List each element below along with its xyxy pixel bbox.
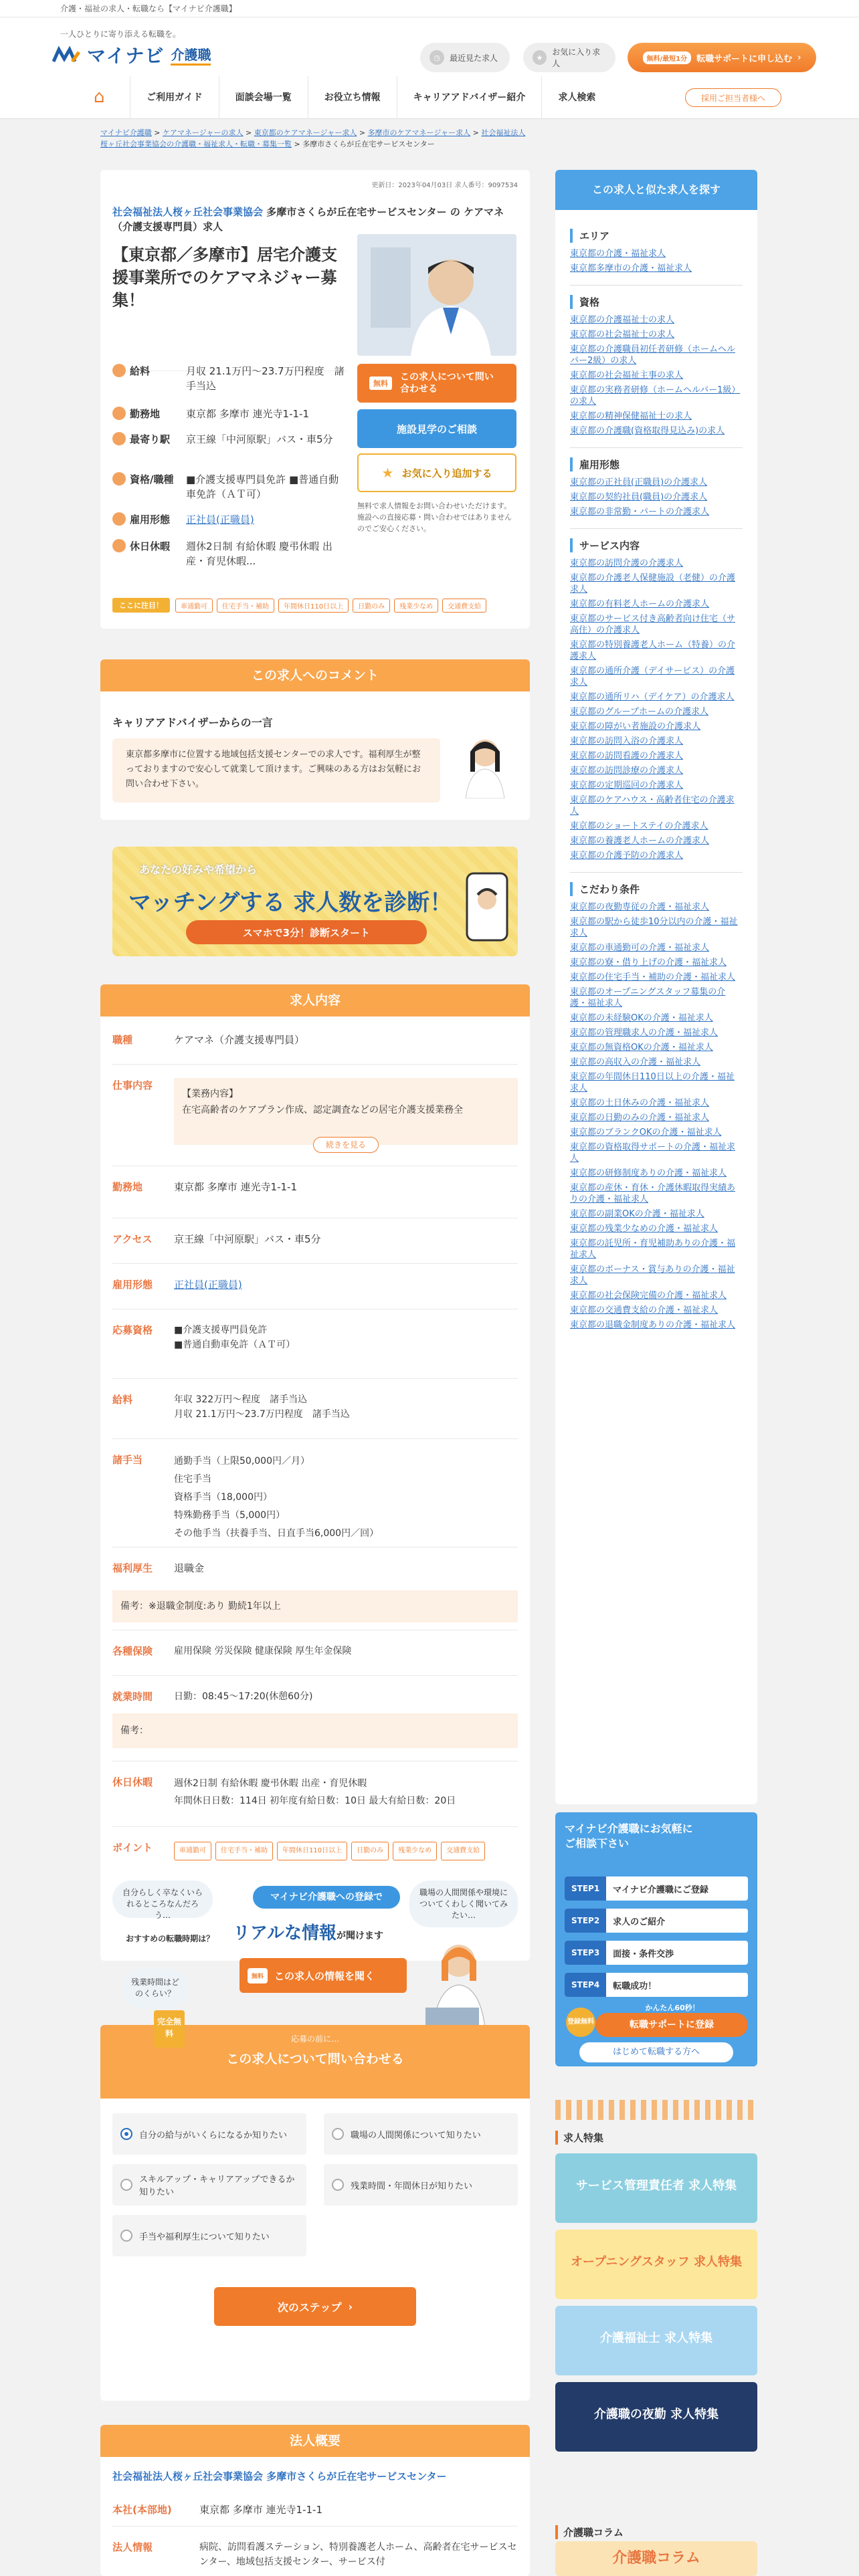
option-allowance[interactable]: 手当や福利厚生について知りたい bbox=[112, 2215, 306, 2256]
tokushu-banner[interactable]: オープニングスタッフ 求人特集 bbox=[555, 2230, 757, 2299]
comment-text: 東京都多摩市に位置する地域包括支援センターでの求人です。福利厚生が整っておりますので安心して就業して頂けます。ご興味のある方はお気軽にお問い合わせ下さい。 bbox=[112, 738, 440, 802]
side-section-title: サービス内容 bbox=[570, 538, 743, 552]
pin-icon bbox=[112, 407, 126, 420]
tags-head: ここに注目！ bbox=[112, 598, 170, 613]
site-header bbox=[0, 17, 859, 76]
speech-bubble: 自分らしく卒なくいられるところなんだろう… bbox=[112, 1881, 213, 1918]
nav-guide[interactable]: ご利用ガイド bbox=[130, 76, 219, 119]
comment-head: この求人へのコメント bbox=[100, 659, 530, 691]
train-icon bbox=[112, 432, 126, 445]
radio-icon bbox=[332, 2128, 344, 2140]
side-link[interactable]: 東京都の介護福祉士の求人 bbox=[570, 315, 675, 325]
consult-step bbox=[565, 1973, 748, 1997]
recent-jobs-label: 最近見た求人 bbox=[450, 53, 498, 63]
briefcase-icon bbox=[112, 512, 126, 526]
cta-pill: 無料/最短1分 bbox=[643, 51, 692, 64]
inquiry-note: 無料で求人情報をお問い合わせいただけます。施設への直接応募・問い合わせではありませんのでご安心ください。 bbox=[357, 502, 512, 533]
side-link[interactable]: 東京都の駅から徒歩10分以内の介護・福祉求人 bbox=[570, 917, 738, 938]
summary-value: 月収 21.1万円〜23.7万円程度 諸手当込 bbox=[186, 365, 345, 392]
step-text: マイナビ介護職にご登録 bbox=[613, 1885, 708, 1895]
employer-link[interactable]: 採用ご担当者様へ bbox=[685, 88, 781, 107]
similar-jobs-sidebar bbox=[555, 170, 757, 1804]
step-label: STEP2 bbox=[565, 1909, 606, 1933]
side-section-title: 資格 bbox=[570, 295, 743, 309]
hours-note: 備考： bbox=[112, 1713, 518, 1748]
employment-link[interactable]: 正社員(正職員) bbox=[174, 1279, 242, 1291]
detail-row: ポイント 車通勤可 住宅手当・補助 年間休日110日以上 日勤のみ 残業少なめ 交通費支給 bbox=[112, 1830, 518, 1870]
side-link[interactable]: 東京都のサービス付き高齢者向け住宅（サ高住）の介護求人 bbox=[570, 614, 736, 635]
side-link[interactable]: 東京都多摩市の介護・福祉求人 bbox=[570, 263, 692, 274]
tag: 日勤のみ bbox=[351, 1842, 389, 1860]
side-link[interactable]: 東京都の管理職求人の介護・福祉求人 bbox=[570, 1028, 719, 1038]
side-links bbox=[570, 248, 743, 274]
first-time-button[interactable]: はじめて転職する方へ bbox=[579, 2042, 733, 2062]
detail-row: 職種 ケアマネ（介護支援専門員） bbox=[112, 1022, 518, 1065]
free-badge: 無料 bbox=[369, 377, 392, 390]
facility-title: 多摩市さくらが丘在宅サービスセンター の ケアマネ（介護支援専門員）求人 bbox=[112, 206, 504, 233]
consult-step bbox=[565, 1909, 748, 1933]
breadcrumb-link[interactable]: 社会福祉法人桜ヶ丘社会事業協会の介護職・福祉求人・転職・募集一覧 bbox=[100, 128, 526, 148]
phone-character bbox=[460, 853, 514, 954]
side-link[interactable]: 東京都の精神保健福祉士の求人 bbox=[570, 411, 692, 421]
side-link[interactable]: 東京都の交通費支給の介護・福祉求人 bbox=[570, 1305, 719, 1315]
side-link[interactable]: 東京都の車通勤可の介護・福祉求人 bbox=[570, 943, 710, 953]
consult-head: マイナビ介護職にお気軽にご相談下さい bbox=[565, 1822, 693, 1850]
diag-button[interactable]: スマホで3分！診断スタート bbox=[186, 920, 427, 944]
nav-advisors[interactable]: キャリアアドバイザー紹介 bbox=[397, 76, 542, 119]
side-link[interactable]: 東京都の社会福祉士の求人 bbox=[570, 330, 675, 340]
inquiry-card bbox=[100, 2017, 530, 2401]
side-link[interactable]: 東京都の実務者研修（ホームヘルパー1級）の求人 bbox=[570, 385, 741, 407]
step-text: 面接・条件交渉 bbox=[613, 1949, 674, 1959]
promo-main: リアルな情報が聞けます bbox=[233, 1923, 383, 1943]
clock-icon: ◷ bbox=[430, 50, 444, 65]
option-overtime[interactable]: 残業時間・年間休日が知りたい bbox=[324, 2164, 518, 2206]
tagline: 一人ひとりに寄り添える転職を。 bbox=[60, 29, 181, 39]
side-link[interactable]: 東京都の介護・福祉求人 bbox=[570, 249, 666, 259]
summary-row-salary: 給料 月収 21.1万円〜23.7万円程度 諸手当込 bbox=[112, 364, 347, 393]
side-link[interactable]: 東京都の研修制度ありの介護・福祉求人 bbox=[570, 1168, 727, 1178]
breadcrumb-link[interactable]: 東京都のケアマネージャー求人 bbox=[254, 128, 357, 137]
consult-step bbox=[565, 1876, 748, 1901]
breadcrumb-link[interactable]: ケアマネージャーの求人 bbox=[163, 128, 244, 137]
side-link[interactable]: 東京都の無資格OKの介護・福祉求人 bbox=[570, 1043, 713, 1053]
side-link[interactable]: 東京都のボーナス・賞与ありの介護・福祉求人 bbox=[570, 1265, 735, 1286]
corp-head: 法人概要 bbox=[100, 2425, 530, 2457]
tag: 車通勤可 bbox=[175, 599, 213, 613]
side-link[interactable]: 東京都の産休・育休・介護休暇取得実績ありの介護・福祉求人 bbox=[570, 1183, 736, 1204]
side-link[interactable]: 東京都の特別養護老人ホーム（特養）の介護求人 bbox=[570, 640, 736, 661]
option-salary[interactable]: 自分の給与がいくらになるか知りたい bbox=[112, 2113, 306, 2155]
breadcrumb-link[interactable]: マイナビ介護職 bbox=[100, 128, 152, 137]
comment-card bbox=[100, 659, 530, 820]
nav-tips[interactable]: お役立ち情報 bbox=[308, 76, 397, 119]
job-meta: 更新日：2023年04月03日 求人番号：9097534 bbox=[371, 182, 518, 189]
side-link[interactable]: 東京都の契約社員(職員)の介護求人 bbox=[570, 492, 708, 502]
step-text: 求人のご紹介 bbox=[613, 1917, 666, 1927]
favorite-jobs-button[interactable] bbox=[523, 43, 615, 72]
side-links bbox=[570, 477, 743, 518]
side-link[interactable]: 東京都の介護予防の介護求人 bbox=[570, 851, 684, 861]
home-icon[interactable]: ⌂ bbox=[94, 87, 105, 107]
breadcrumb: マイナビ介護職 > ケアマネージャーの求人 > 東京都のケアマネージャー求人 > 多摩市のケアマネージャー求人 > 社会福祉法人桜ヶ丘社会事業協会の介護職・福祉求人・転職・募集一覧 > 多摩市さくらが丘在宅サービスセンター bbox=[100, 128, 526, 148]
side-link[interactable]: 東京都の日勤のみの介護・福祉求人 bbox=[570, 1113, 710, 1123]
side-link[interactable]: 東京都の定期巡回の介護求人 bbox=[570, 780, 684, 790]
side-links bbox=[570, 314, 743, 437]
detail-row: 仕事内容 【業務内容】 在宅高齢者のケアプラン作成、認定調査などの居宅介護支援業務全 続きを見る bbox=[112, 1067, 518, 1166]
inquiry-label: この求人について問い合わせる bbox=[400, 372, 494, 395]
radio-icon bbox=[120, 2230, 132, 2242]
promo-badge: マイナビ介護職への登録で bbox=[253, 1886, 400, 1909]
inquiry-sub: 応募の前に… bbox=[290, 2034, 339, 2044]
license-icon bbox=[112, 472, 126, 486]
detail-row: 勤務地 東京都 多摩市 連光寺1-1-1 bbox=[112, 1169, 518, 1218]
summary-value: 週休2日制 有給休暇 慶弔休暇 出産・育児休暇... bbox=[186, 540, 332, 567]
summary-row-holidays: 休日休暇 週休2日制 有給休暇 慶弔休暇 出産・育児休暇... bbox=[112, 539, 347, 568]
side-section-title: こだわり条件 bbox=[570, 882, 743, 896]
speech-bubble: 職場の人間関係や環境についてくわしく聞いてみたい… bbox=[409, 1881, 518, 1927]
side-link[interactable]: 東京都の寮・借り上げの介護・福祉求人 bbox=[570, 958, 727, 968]
side-link[interactable]: 東京都の介護老人保健施設（老健）の介護求人 bbox=[570, 573, 736, 595]
side-link[interactable]: 東京都のブランクOKの介護・福祉求人 bbox=[570, 1128, 722, 1138]
side-link[interactable]: 東京都の高収入の介護・福祉求人 bbox=[570, 1057, 701, 1067]
chevron-right-icon: › bbox=[348, 2300, 353, 2313]
tag: 交通費支給 bbox=[442, 599, 486, 613]
ask-info-button[interactable] bbox=[240, 1958, 407, 1993]
step-text: 転職成功！ bbox=[613, 1981, 657, 1992]
side-link[interactable]: 東京都の通所リハ（デイケア）の介護求人 bbox=[570, 692, 735, 702]
consult-note: かんたん60秒！ bbox=[645, 2004, 700, 2012]
side-link[interactable]: 東京都の障がい者施設の介護求人 bbox=[570, 722, 701, 732]
radio-icon bbox=[120, 2179, 132, 2191]
side-link[interactable]: 東京都の住宅手当・補助の介護・福祉求人 bbox=[570, 972, 736, 982]
tag: 年間休日110日以上 bbox=[277, 1842, 347, 1860]
global-nav bbox=[0, 76, 859, 119]
tag: 住宅手当・補助 bbox=[215, 1842, 273, 1860]
advisor-avatar bbox=[460, 732, 510, 798]
woman-laptop-illustration bbox=[412, 1934, 506, 2034]
apply-support-button[interactable] bbox=[628, 43, 816, 72]
side-link[interactable]: 東京都の訪問診療の介護求人 bbox=[570, 766, 684, 776]
inquiry-head: この求人について問い合わせる bbox=[226, 2052, 404, 2066]
step-label: STEP3 bbox=[565, 1941, 606, 1965]
consult-step bbox=[565, 1941, 748, 1965]
side-link[interactable]: 東京都の社会保険完備の介護・福祉求人 bbox=[570, 1291, 727, 1301]
details-head: 求人内容 bbox=[100, 984, 530, 1016]
side-link[interactable]: 東京都のショートステイの介護求人 bbox=[570, 821, 708, 831]
tag: 日勤のみ bbox=[353, 599, 390, 613]
breadcrumb-link[interactable]: 多摩市のケアマネージャー求人 bbox=[367, 128, 471, 137]
tag: 年間休日110日以上 bbox=[278, 599, 349, 613]
welfare-note: 備考：※退職金制度:あり 勤続1年以上 bbox=[112, 1590, 518, 1622]
side-link[interactable]: 東京都の訪問介護の介護求人 bbox=[570, 558, 684, 568]
tag: 住宅手当・補助 bbox=[217, 599, 274, 613]
tag: 残業少なめ bbox=[393, 1842, 437, 1860]
detail-row: 雇用形態 正社員(正職員) bbox=[112, 1267, 518, 1309]
summary-row-station: 最寄り駅 京王線「中河原駅」バス・車5分 bbox=[112, 432, 347, 447]
summary-value: 東京都 多摩市 連光寺1-1-1 bbox=[186, 408, 309, 420]
staff-photo bbox=[357, 234, 516, 356]
comment-title: キャリアアドバイザーからの一言 bbox=[112, 716, 273, 729]
calendar-icon bbox=[112, 539, 126, 552]
tokushu-banner[interactable]: サービス管理責任者 求人特集 bbox=[555, 2153, 757, 2223]
side-link[interactable]: 東京都のケアハウス・高齢者住宅の介護求人 bbox=[570, 795, 735, 817]
side-link[interactable]: 東京都の年間休日110日以上の介護・福祉求人 bbox=[570, 1072, 735, 1093]
side-link[interactable]: 東京都の社会福祉主事の求人 bbox=[570, 370, 684, 381]
tag: 交通費支給 bbox=[441, 1842, 485, 1860]
tokushu-banner[interactable]: 介護福祉士 求人特集 bbox=[555, 2306, 757, 2375]
side-link[interactable]: 東京都の通所介護（デイサービス）の介護求人 bbox=[570, 666, 735, 687]
site-logo[interactable] bbox=[52, 41, 211, 68]
side-link[interactable]: 東京都の正社員(正職員)の介護求人 bbox=[570, 477, 708, 488]
option-skillup[interactable]: スキルアップ・キャリアアップできるか知りたい bbox=[112, 2164, 306, 2206]
speech-bubble: 残業時間はどのくらい？ bbox=[122, 1969, 189, 2009]
radio-checked-icon bbox=[120, 2128, 132, 2140]
side-link[interactable]: 東京都の託児所・育児補助ありの介護・福祉求人 bbox=[570, 1239, 736, 1260]
side-link[interactable]: 東京都の介護職(資格取得見込み)の求人 bbox=[570, 426, 725, 436]
visit-button[interactable] bbox=[357, 409, 516, 448]
free-badge: 登録無料 bbox=[566, 2008, 595, 2037]
employment-link[interactable]: 正社員(正職員) bbox=[186, 514, 254, 526]
detail-row: 応募資格 ■介護支援専門員免許 ■普通自動車免許（ＡＴ可） bbox=[112, 1312, 518, 1379]
tag: 車通勤可 bbox=[174, 1842, 211, 1860]
radio-icon bbox=[332, 2179, 344, 2191]
feature-tags bbox=[112, 598, 518, 613]
summary-value: ■介護支援専門員免許 ■普通自動車免許（ＡＴ可） bbox=[186, 473, 339, 500]
corp-card bbox=[100, 2425, 530, 2576]
breadcrumb-current: 多摩市さくらが丘在宅サービスセンター bbox=[302, 140, 435, 148]
side-link[interactable]: 東京都の副業OKの介護・福祉求人 bbox=[570, 1209, 704, 1219]
summary-row-qualification: 資格/職種 ■介護支援専門員免許 ■普通自動車免許（ＡＴ可） bbox=[112, 472, 347, 502]
favorite-button[interactable] bbox=[357, 453, 516, 492]
column-banner[interactable]: 介護職コラム bbox=[555, 2541, 757, 2576]
inquiry-button[interactable] bbox=[357, 364, 516, 403]
side-link[interactable]: 東京都のオープニングスタッフ募集の介護・福祉求人 bbox=[570, 987, 726, 1008]
corp-row: 法人情報 病院、訪問看護ステーション、特別養護老人ホーム、高齢者在宅サービスセンター、地域包括支援センター、サービス付 bbox=[112, 2541, 517, 2567]
side-link[interactable]: 東京都の訪問看護の介護求人 bbox=[570, 751, 684, 761]
diagnosis-banner[interactable] bbox=[112, 847, 518, 956]
favorite-jobs-label: お気に入り求人 bbox=[552, 47, 601, 68]
chevron-right-icon: › bbox=[797, 52, 801, 63]
side-link[interactable]: 東京都のグループホームの介護求人 bbox=[570, 707, 708, 717]
side-link[interactable]: 東京都の非常勤・パートの介護求人 bbox=[570, 507, 710, 517]
side-link[interactable]: 東京都の有料老人ホームの介護求人 bbox=[570, 599, 710, 609]
job-details-card bbox=[100, 984, 530, 1998]
visit-label: 施設見学のご相談 bbox=[396, 423, 477, 435]
detail-row: アクセス 京王線「中河原駅」バス・車5分 bbox=[112, 1221, 518, 1264]
ask-info-label: この求人の情報を聞く bbox=[274, 1969, 375, 1982]
city-decoration bbox=[555, 2100, 757, 2120]
yen-icon bbox=[112, 364, 126, 377]
summary-value: 京王線「中河原駅」バス・車5分 bbox=[186, 433, 333, 445]
detail-row: 就業時間 日勤：08:45〜17:20(休憩60分) bbox=[112, 1679, 518, 1761]
job-headline: 【東京都／多摩市】居宅介護支援事業所でのケアマネジャー募集！ bbox=[112, 245, 337, 310]
detail-value: 【業務内容】 在宅高齢者のケアプラン作成、認定調査などの居宅介護支援業務全 bbox=[174, 1078, 518, 1145]
side-link[interactable]: 東京都の未経験OKの介護・福祉求人 bbox=[570, 1013, 713, 1023]
free-badge: 無料 bbox=[248, 1968, 268, 1983]
diag-top: あなたの好みや希望から bbox=[139, 863, 258, 876]
side-link[interactable]: 東京都の訪問入浴の介護求人 bbox=[570, 736, 684, 746]
nav-search[interactable]: 求人検索 bbox=[541, 76, 611, 119]
detail-row: 各種保険 雇用保険 労災保険 健康保険 厚生年金保険 bbox=[112, 1633, 518, 1676]
register-button[interactable]: 転職サポートに登録 bbox=[595, 2013, 748, 2037]
side-link[interactable]: 東京都の介護職員初任者研修（ホームヘルパー2級）の求人 bbox=[570, 344, 736, 366]
top-strip: 介護・福祉の求人・転職なら【マイナビ介護職】 bbox=[0, 0, 859, 17]
detail-row: 給料 年収 322万円〜程度 諸手当込 月収 21.1万円〜23.7万円程度 諸手当込 bbox=[112, 1382, 518, 1439]
tokushu-head: 求人特集 bbox=[555, 2131, 603, 2145]
next-step-button[interactable]: 次のステップ › bbox=[214, 2287, 416, 2326]
logo-text: マイナビ bbox=[87, 45, 165, 67]
recent-jobs-button[interactable] bbox=[420, 43, 510, 72]
step-label: STEP1 bbox=[565, 1876, 606, 1901]
option-relationship[interactable]: 職場の人間関係について知りたい bbox=[324, 2113, 518, 2155]
side-section-title: 雇用形態 bbox=[570, 457, 743, 471]
similar-head: この求人と似た求人を探す bbox=[555, 170, 757, 210]
corp-row: 本社(本部地) 東京都 多摩市 連光寺1-1-1 bbox=[112, 2492, 518, 2527]
tokushu-banner[interactable]: 介護職の夜勤 求人特集 bbox=[555, 2382, 757, 2452]
side-link[interactable]: 東京都の土日休みの介護・福祉求人 bbox=[570, 1098, 710, 1108]
side-links bbox=[570, 558, 743, 861]
summary-row-employment: 雇用形態 正社員(正職員) bbox=[112, 512, 347, 527]
side-section-title: エリア bbox=[570, 229, 743, 243]
cta-label: 転職サポートに申し込む bbox=[696, 53, 793, 64]
side-link[interactable]: 東京都の退職金制度ありの介護・福祉求人 bbox=[570, 1320, 736, 1330]
summary-row-location: 勤務地 東京都 多摩市 連光寺1-1-1 bbox=[112, 407, 347, 421]
tag: 残業少なめ bbox=[394, 599, 438, 613]
side-link[interactable]: 東京都の残業少なめの介護・福祉求人 bbox=[570, 1224, 719, 1234]
speech-bubble: おすすめの転職時期は？ bbox=[126, 1934, 215, 1943]
star-icon: ★ bbox=[533, 50, 547, 65]
logo-sub: 介護職 bbox=[171, 44, 211, 66]
corp-name[interactable]: 社会福祉法人桜ヶ丘社会事業協会 多摩市さくらが丘在宅サービスセンター bbox=[112, 2470, 447, 2482]
column-head: 介護職コラム bbox=[555, 2525, 624, 2539]
diag-main: マッチングする 求人数を診断！ bbox=[128, 889, 453, 916]
consult-box bbox=[555, 1812, 757, 2066]
side-link[interactable]: 東京都の養護老人ホームの介護求人 bbox=[570, 836, 710, 846]
side-link[interactable]: 東京都の夜勤専従の介護・福祉求人 bbox=[570, 902, 710, 912]
detail-row: 諸手当 通勤手当（上限50,000円／月） 住宅手当 資格手当（18,000円） 特殊勤務手当（5,000円） その他手当（扶養手当、日直手当6,000円／回） bbox=[112, 1442, 518, 1547]
favorite-label: お気に入り追加する bbox=[401, 467, 492, 479]
job-summary-card bbox=[100, 170, 530, 629]
star-icon: ★ bbox=[381, 465, 394, 481]
logo-mark-icon bbox=[52, 45, 83, 64]
nav-venues[interactable]: 面談会場一覧 bbox=[219, 76, 308, 119]
employer-name[interactable]: 社会福祉法人桜ヶ丘社会事業協会 bbox=[112, 206, 264, 218]
detail-row: 休日休暇 週休2日制 有給休暇 慶弔休暇 出産・育児休暇 年間休日日数：114日 初年度有給日数：10日 最大有給日数：20日 bbox=[112, 1764, 518, 1827]
step-label: STEP4 bbox=[565, 1973, 606, 1997]
side-link[interactable]: 東京都の資格取得サポートの介護・福祉求人 bbox=[570, 1142, 736, 1164]
detail-row: 福利厚生 退職金 bbox=[112, 1550, 518, 1630]
free-ribbon: 完全無料 bbox=[154, 2010, 185, 2048]
read-more-button[interactable]: 続きを見る bbox=[313, 1137, 379, 1153]
side-links bbox=[570, 901, 743, 1331]
